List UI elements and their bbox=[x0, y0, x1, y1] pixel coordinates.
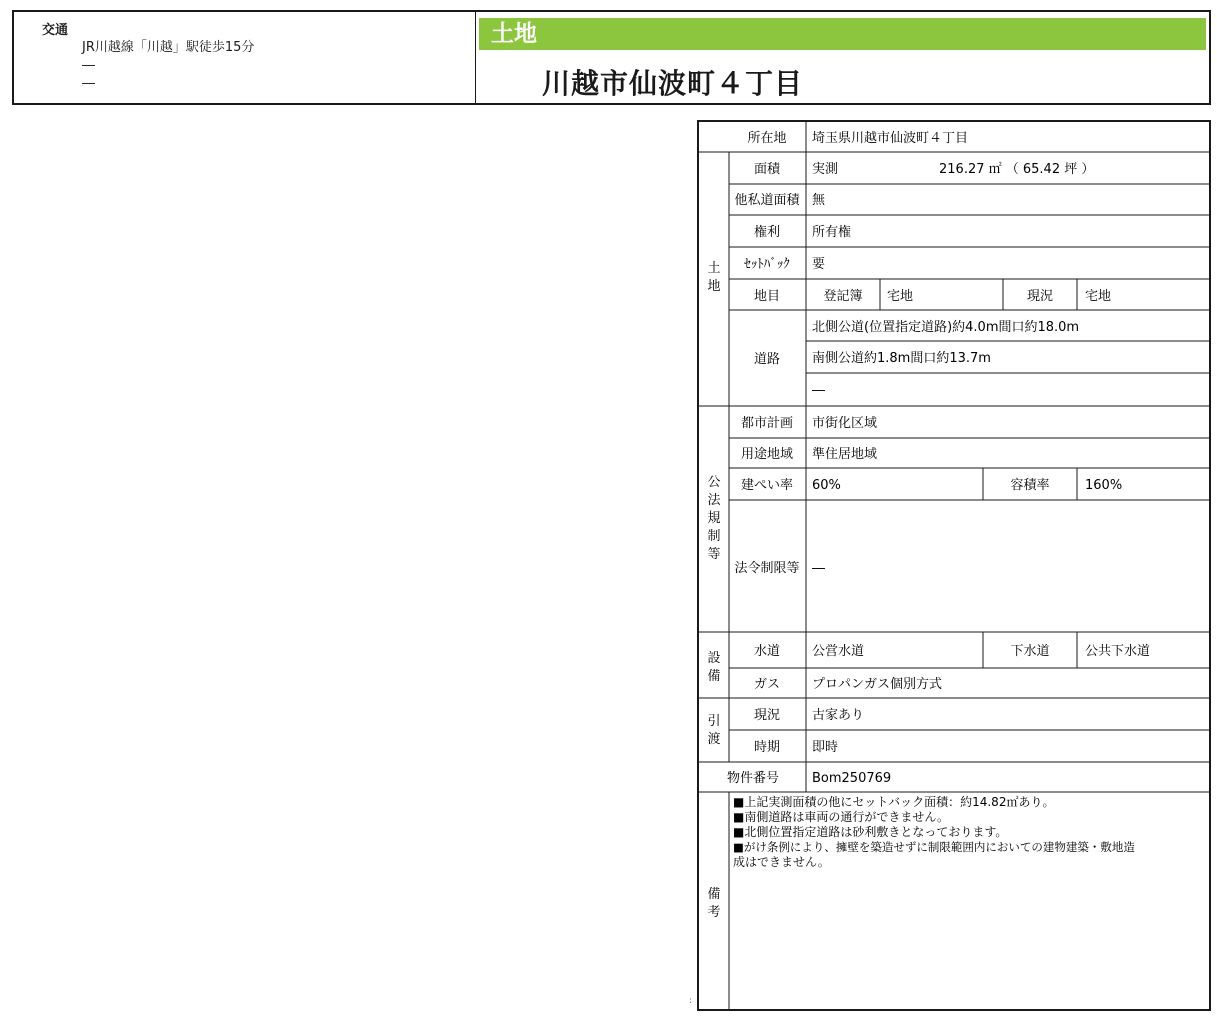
restrictions-label: 法令制限等 bbox=[734, 561, 800, 576]
access-label: 交通 bbox=[42, 23, 69, 38]
land-section-label bbox=[707, 260, 720, 294]
sewer-value: 公共下水道 bbox=[1085, 644, 1151, 659]
setback-label: ｾｯﾄﾊﾞｯｸ bbox=[744, 257, 790, 272]
section-char: 考 bbox=[707, 905, 721, 920]
page-mark: : bbox=[689, 996, 693, 1006]
area-kind: 実測 bbox=[812, 162, 839, 177]
area-label: 面積 bbox=[753, 162, 781, 177]
registry-value: 宅地 bbox=[887, 289, 914, 304]
remarks-line: ■がけ条例により、擁壁を築造せずに制限範囲内においての建物建築・敷地造 bbox=[733, 840, 1135, 854]
water-label: 水道 bbox=[753, 644, 781, 659]
section-char: 備 bbox=[707, 669, 721, 684]
category-banner: 土地 bbox=[479, 18, 1206, 50]
remarks-line: 成はできません。 bbox=[733, 855, 830, 869]
access-box bbox=[14, 12, 476, 103]
status-value: 古家あり bbox=[812, 708, 865, 723]
water-value: 公営水道 bbox=[812, 644, 865, 659]
road-line: ― bbox=[812, 383, 825, 398]
city-plan-label: 都市計画 bbox=[740, 416, 794, 431]
property-no-value: Bom250769 bbox=[812, 771, 892, 786]
remarks-line: ■上記実測面積の他にセットバック面積：約14.82㎡あり。 bbox=[733, 795, 1055, 809]
rights-value: 所有権 bbox=[812, 225, 852, 240]
registry-label: 登記簿 bbox=[823, 289, 863, 304]
area-value: 216.27 ㎡ （ 65.42 坪 ） bbox=[939, 162, 1095, 177]
far-value: 160% bbox=[1085, 478, 1123, 493]
access-line: ― bbox=[82, 58, 95, 73]
setback-value: 要 bbox=[812, 257, 826, 272]
location-label: 所在地 bbox=[747, 131, 787, 146]
current-value: 宅地 bbox=[1085, 289, 1112, 304]
section-char: 引 bbox=[707, 714, 721, 729]
private-road-value: 無 bbox=[812, 193, 826, 208]
section-char: 備 bbox=[707, 887, 721, 902]
facility-section-label bbox=[707, 651, 720, 684]
remarks-section-label bbox=[707, 887, 720, 920]
zoning-value: 準住居地域 bbox=[812, 447, 878, 462]
law-section-label bbox=[707, 475, 721, 562]
section-char: 制 bbox=[707, 529, 721, 544]
section-char: 法 bbox=[707, 493, 721, 508]
road-line: 北側公道(位置指定道路)約4.0m間口約18.0m bbox=[812, 320, 1080, 335]
city-plan-value: 市街化区域 bbox=[812, 416, 878, 431]
sewer-label: 下水道 bbox=[1010, 644, 1050, 659]
property-no-label: 物件番号 bbox=[726, 771, 780, 786]
timing-value: 即時 bbox=[812, 740, 839, 755]
section-char: 設 bbox=[707, 651, 721, 666]
location-value: 埼玉県川越市仙波町４丁目 bbox=[812, 131, 969, 146]
current-label: 現況 bbox=[1026, 289, 1054, 304]
title-area bbox=[476, 12, 1209, 103]
road-label: 道路 bbox=[753, 352, 781, 367]
access-line: JR川越線「川越」駅徒歩15分 bbox=[82, 40, 255, 55]
bcr-value: 60% bbox=[812, 478, 841, 493]
remarks-line: ■南側道路は車両の通行ができません。 bbox=[733, 810, 950, 824]
status-label: 現況 bbox=[753, 708, 781, 723]
remarks-line: ■北側位置指定道路は砂利敷きとなっております。 bbox=[733, 825, 1008, 839]
zoning-label: 用途地域 bbox=[740, 447, 794, 462]
listing-header bbox=[12, 10, 1211, 105]
bcr-label: 建ぺい率 bbox=[740, 478, 794, 493]
gas-value: プロパンガス個別方式 bbox=[812, 677, 943, 692]
private-road-label: 他私道面積 bbox=[734, 193, 800, 208]
page-title: 川越市仙波町４丁目 bbox=[542, 67, 804, 100]
handover-section-label bbox=[707, 713, 720, 747]
section-char: 土 bbox=[707, 261, 721, 276]
spec-table bbox=[699, 122, 1209, 1009]
section-char: 渡 bbox=[707, 732, 721, 747]
rights-label: 権利 bbox=[753, 225, 781, 240]
timing-label: 時期 bbox=[753, 740, 781, 755]
far-label: 容積率 bbox=[1010, 478, 1050, 493]
access-line: ― bbox=[82, 76, 95, 91]
section-char: 公 bbox=[707, 475, 721, 490]
gas-label: ガス bbox=[753, 677, 781, 692]
restrictions-value: ― bbox=[812, 561, 825, 576]
section-char: 規 bbox=[707, 511, 721, 526]
section-char: 等 bbox=[707, 547, 721, 562]
land-category-label: 地目 bbox=[753, 289, 781, 304]
property-spec-sheet bbox=[697, 120, 1211, 1011]
road-line: 南側公道約1.8m間口約13.7m bbox=[812, 351, 991, 366]
section-char: 地 bbox=[707, 279, 721, 294]
